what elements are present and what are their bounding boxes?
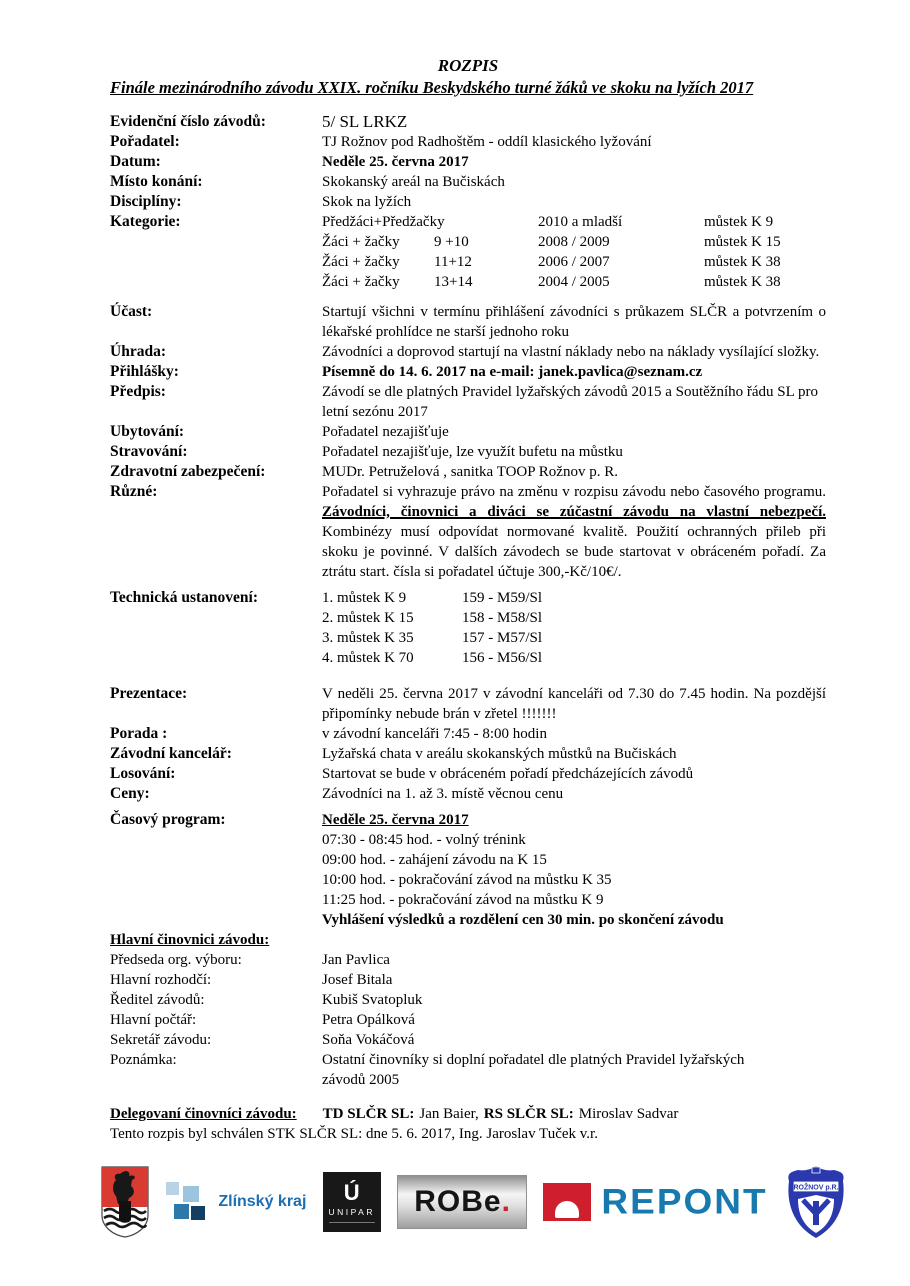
program-item: 09:00 hod. - zahájení závodu na K 15 [322,852,547,868]
robe-label: ROBe [414,1185,502,1218]
field-evidencni [110,112,826,132]
field-label: Pořadatel: [110,133,180,150]
field-value: Startují všichni v termínu přihlášení závodníci s průkazem SLČR a potvrzením o lékařské prohlídce ne starší jednoho roku [322,304,826,340]
field-value: Závodí se dle platných Pravidel lyžařských závodů 2015 a Soutěžního řádu SL pro letní sezónu 2017 [322,384,818,420]
official-row [110,990,826,1010]
field-technicka [110,588,826,668]
unipar-label: UNIPAR [328,1207,375,1217]
technicka-cell: 4. můstek K 70 [322,650,414,666]
field-ruzne [110,482,826,582]
delegated-heading: Delegovaní činovníci závodu: [110,1106,297,1122]
field-stravovani [110,442,826,462]
spacer [110,1090,826,1104]
field-value: Lyžařská chata v areálu skokanských můstků na Bučiskách [322,746,677,762]
field-value: Závodníci a doprovod startují na vlastní náklady nebo na náklady vysílající složky. [322,344,820,360]
program-item: 07:30 - 08:45 hod. - volný trénink [322,832,526,848]
roznov-club-crest-logo [784,1164,848,1240]
official-row [110,1030,826,1050]
official-row [110,970,826,990]
official-row [110,1010,826,1030]
field-ceny [110,784,826,804]
kategorie-cell: 9 +10 [434,234,469,250]
field-value: Závodníci na 1. až 3. místě věcnou cenu [322,786,564,802]
kategorie-cell: 11+12 [434,254,472,270]
technicka-row [322,648,826,668]
program-item: 11:25 hod. - pokračování závod na můstku K 9 [322,892,604,908]
official-row [110,1050,826,1090]
kategorie-row [322,232,826,252]
field-label: Účast: [110,303,153,320]
official-role: Sekretář závodu: [110,1032,212,1048]
field-label: Ceny: [110,785,150,802]
field-label: Technická ustanovení: [110,589,258,606]
delegated-row [110,1104,826,1124]
field-discipliny [110,192,826,212]
official-name: Josef Bitala [322,972,393,988]
field-value: Písemně do 14. 6. 2017 na e-mail: janek.pavlica@seznam.cz [322,364,703,380]
zlinsky-kraj-logo [166,1182,306,1222]
kategorie-cell: 2006 / 2007 [538,254,610,270]
kategorie-cell: můstek K 15 [704,234,781,250]
field-label: Časový program: [110,811,226,828]
field-zdravotni [110,462,826,482]
roznov-club-label: ROŽNOV p.R. [793,1184,839,1192]
repont-label: REPONT [601,1182,768,1221]
field-uhrada [110,342,826,362]
program-footer: Vyhlášení výsledků a rozdělení cen 30 min. po skončení závodu [322,912,724,928]
spacer [110,292,826,302]
field-label: Přihlášky: [110,363,179,380]
field-prezentace [110,684,826,724]
unipar-tagline-rule [329,1222,375,1223]
field-value: Pořadatel nezajišťuje, lze využít bufetu na můstku [322,444,623,460]
kategorie-cell: 2010 a mladší [538,214,623,230]
technicka-cell: 3. můstek K 35 [322,630,414,646]
field-value: Skok na lyžích [322,194,412,210]
field-program [110,810,826,930]
official-role: Hlavní počtář: [110,1012,197,1028]
technicka-cell: 157 - M57/Sl [462,630,543,646]
kategorie-cell: můstek K 9 [704,214,774,230]
approval-text: Tento rozpis byl schválen STK SLČR SL: dne 5. 6. 2017, Ing. Jaroslav Tuček v.r. [110,1126,598,1142]
field-value: Pořadatel nezajišťuje [322,424,449,440]
kategorie-cell: Žáci + žačky [322,274,400,290]
delegated-td-label: TD SLČR SL: [322,1106,415,1122]
approval-row [110,1124,826,1144]
zlinsky-kraj-label: Zlínský kraj [218,1193,307,1210]
field-ubytovani [110,422,826,442]
official-row [110,950,826,970]
kategorie-cell [434,212,538,232]
kategorie-cell: můstek K 38 [704,254,781,270]
field-losovani [110,764,826,784]
ruzne-rest: Kombinézy musí odpovídat normované kvalitě. Použití ochranných přileb při skoku je povinné. V dalších závodech se bude startovat v obráceném pořadí. Za ztrátu start. čísla si pořadatel účtuje 300,-Kč/10€/. [322,524,826,580]
technicka-cell: 158 - M58/Sl [462,610,543,626]
kategorie-cell: Předžáci+Předžačky [322,214,445,230]
kategorie-cell: 2004 / 2005 [538,274,610,290]
program-schedule [322,810,826,930]
field-kategorie [110,212,826,292]
repont-mark-icon [543,1183,591,1221]
technicka-table [322,588,826,668]
program-date-heading: Neděle 25. června 2017 [322,812,469,828]
field-label: Úhrada: [110,343,166,360]
field-label: Datum: [110,153,161,170]
field-value: Skokanský areál na Bučiskách [322,174,505,190]
field-porada [110,724,826,744]
field-value: V neděli 25. června 2017 v závodní kanceláři od 7.30 do 7.45 hodin. Na pozdější připomínky nebude brán v zřetel !!!!!!! [322,686,826,722]
field-label: Různé: [110,483,158,500]
official-role: Předseda org. výboru: [110,952,242,968]
officials-heading: Hlavní činovnici závodu: [110,932,270,948]
technicka-row [322,588,826,608]
official-name: Kubiš Svatopluk [322,992,423,1008]
field-prihlasky [110,362,826,382]
field-value: TJ Rožnov pod Radhoštěm - oddíl klasického lyžování [322,134,652,150]
official-name: Petra Opálková [322,1012,415,1028]
field-label: Prezentace: [110,685,188,702]
technicka-cell: 159 - M59/Sl [462,590,543,606]
zlinsky-kraj-squares-icon [166,1182,210,1222]
official-role: Ředitel závodů: [110,992,205,1008]
kategorie-cell: 13+14 [434,274,473,290]
official-role: Poznámka: [110,1052,177,1068]
delegated-rs-value: Miroslav Sadvar [578,1106,679,1122]
ruzne-paragraphs [322,482,826,582]
technicka-cell: 2. můstek K 15 [322,610,414,626]
field-label: Kategorie: [110,213,181,230]
technicka-row [322,628,826,648]
field-label: Disciplíny: [110,193,182,210]
technicka-cell: 156 - M56/Sl [462,650,543,666]
ruzne-intro: Pořadatel si vyhrazuje právo na změnu v rozpisu závodu nebo časového programu. [322,484,826,500]
kategorie-row [322,272,826,292]
field-label: Závodní kancelář: [110,745,232,762]
field-label: Zdravotní zabezpečení: [110,463,266,480]
field-value: v závodní kanceláři 7:45 - 8:00 hodin [322,726,547,742]
field-label: Místo konání: [110,173,203,190]
field-value: 5/ SL LRKZ [322,112,408,131]
officials-heading-row [110,930,826,950]
official-role: Hlavní rozhodčí: [110,972,212,988]
delegated-td-value: Jan Baier, [419,1106,479,1122]
kategorie-cell: 2008 / 2009 [538,234,610,250]
field-value: Startovat se bude v obráceném pořadí předcházejících závodů [322,766,694,782]
spacer [110,668,826,684]
ruzne-warning: Závodníci, činovnici a diváci se zúčastní závodu na vlastní nebezpečí. [322,504,826,520]
delegated-rs-label: RS SLČR SL: [483,1106,574,1122]
unipar-logo [323,1172,381,1232]
roznov-coat-of-arms-logo [100,1165,150,1239]
field-label: Losování: [110,765,176,782]
technicka-cell: 1. můstek K 9 [322,590,407,606]
official-name: Soňa Vokáčová [322,1032,415,1048]
robe-dot-icon: . [501,1185,510,1218]
official-name: Jan Pavlica [322,952,390,968]
kategorie-cell: Žáci + žačky [322,254,400,270]
official-name: Ostatní činovníky si doplní pořadatel dle platných Pravidel lyžařských závodů 2005 [322,1052,745,1088]
field-label: Ubytování: [110,423,185,440]
robe-logo [397,1175,527,1229]
field-value: MUDr. Petruželová , sanitka TOOP Rožnov p. R. [322,464,618,480]
unipar-candle-icon: Ú [343,1180,360,1205]
field-datum [110,152,826,172]
field-label: Předpis: [110,383,166,400]
program-item: 10:00 hod. - pokračování závod na můstku K 35 [322,872,612,888]
kategorie-table [322,212,826,292]
document-body [110,56,826,1144]
field-label: Porada : [110,725,168,742]
doc-subtitle: Finále mezinárodního závodu XXIX. ročníku Beskydského turné žáků ve skoku na lyžích 2017 [110,78,754,97]
field-poradatel [110,132,826,152]
doc-title: ROZPIS [437,56,499,75]
sponsor-logo-strip [100,1164,848,1240]
field-label: Stravování: [110,443,188,460]
technicka-row [322,608,826,628]
field-kancelar [110,744,826,764]
kategorie-cell: můstek K 38 [704,274,781,290]
field-ucast [110,302,826,342]
kategorie-row [322,212,826,232]
field-misto [110,172,826,192]
field-label: Evidenční číslo závodů: [110,113,266,130]
field-value: Neděle 25. června 2017 [322,154,469,170]
field-predpis [110,382,826,422]
kategorie-cell: Žáci + žačky [322,234,400,250]
repont-logo [543,1183,767,1221]
kategorie-row [322,252,826,272]
